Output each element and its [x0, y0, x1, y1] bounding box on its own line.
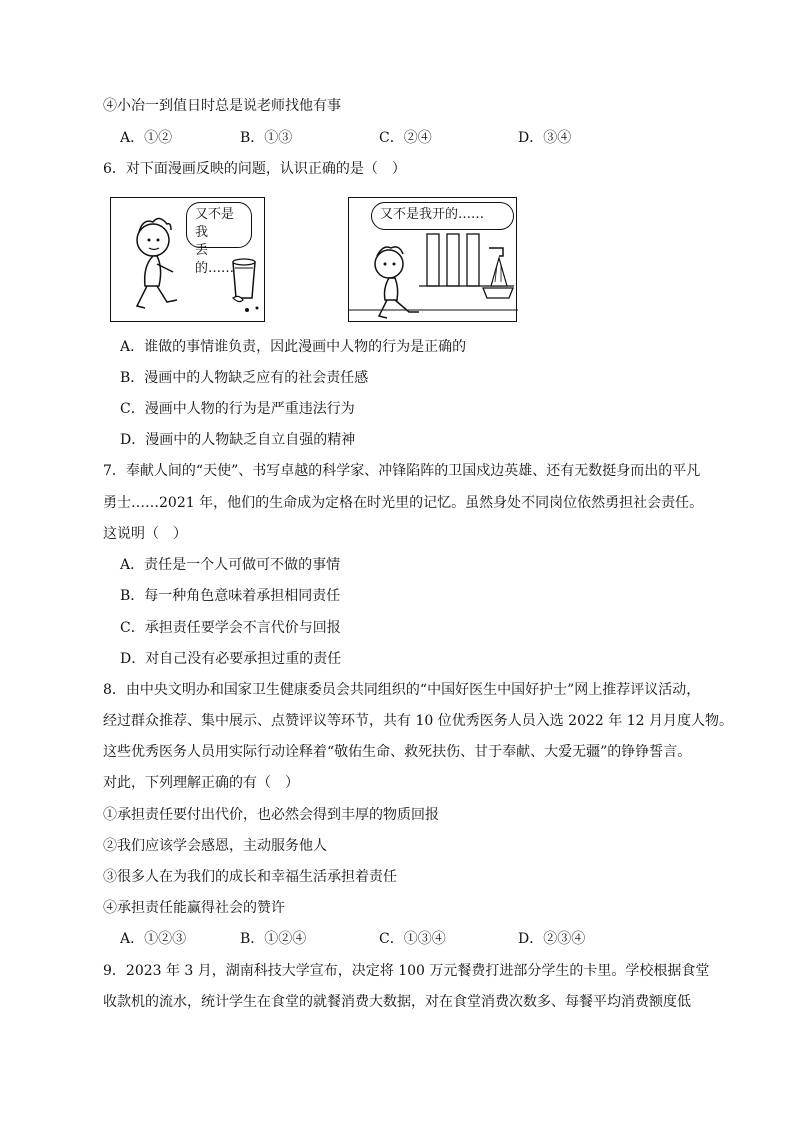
q8-option-b: B．①②④: [240, 931, 307, 947]
q8-item-4: ④承担责任能赢得社会的赞许: [103, 900, 285, 916]
q6-option-c: C．漫画中人物的行为是严重违法行为: [120, 401, 355, 417]
q7-stem-line-2: 勇士……2021 年，他们的生命成为定格在时光里的记忆。虽然身处不同岗位依然勇担社会责任。: [103, 495, 704, 511]
q5-option-d: D．③④: [518, 130, 572, 146]
q8-option-d: D．②③④: [518, 931, 586, 947]
q8-item-1: ①承担责任要付出代价，也必然会得到丰厚的物质回报: [103, 807, 439, 823]
q8-stem-line-4: 对此，下列理解正确的有（ ）: [103, 775, 299, 791]
q6-stem: 6．对下面漫画反映的问题，认识正确的是（ ）: [103, 161, 406, 177]
q7-stem-line-1: 7．奉献人间的“天使”、书写卓越的科学家、冲锋陷阵的卫国戍边英雄、还有无数挺身而出的平凡: [103, 463, 701, 479]
q5-item-4: ④小冶一到值日时总是说老师找他有事: [103, 98, 341, 114]
q5-option-c: C．②④: [379, 130, 432, 146]
q6-option-b: B．漫画中的人物缺乏应有的社会责任感: [120, 370, 369, 386]
q7-option-d: D．对自己没有必要承担过重的责任: [120, 651, 342, 667]
q7-option-c: C．承担责任要学会不言代价与回报: [120, 620, 341, 636]
q8-option-a: A．①②③: [120, 931, 187, 947]
cartoon-litter-bubble-line-1: 又不是我: [195, 207, 235, 240]
q7-option-a: A．责任是一个人可做可不做的事情: [120, 557, 341, 573]
q9-stem-line-2: 收款机的流水，统计学生在食堂的就餐消费大数据，对在食堂消费次数多、每餐平均消费额度低: [103, 994, 691, 1010]
q8-stem-line-2: 经过群众推荐、集中展示、点赞评议等环节，共有 10 位优秀医务人员入选 2022 年 12 月月度人物。: [103, 713, 733, 729]
q5-option-a: A．①②: [120, 130, 173, 146]
q8-item-2: ②我们应该学会感恩，主动服务他人: [103, 838, 327, 854]
q7-stem-line-3: 这说明（ ）: [103, 526, 187, 542]
q8-item-3: ③很多人在为我们的成长和幸福生活承担着责任: [103, 869, 397, 885]
q7-option-b: B．每一种角色意味着承担相同责任: [120, 588, 341, 604]
q8-stem-line-1: 8．由中央文明办和国家卫生健康委员会共同组织的“中国好医生中国好护士”网上推荐评议活动，: [103, 682, 701, 698]
q5-options: [120, 128, 680, 148]
q9-stem-line-1: 9．2023 年 3 月，湖南科技大学宣布，决定将 100 万元餐费打进部分学生的卡里。学校根据食堂: [103, 963, 710, 979]
cartoon-litter-bubble-line-2: 丢的……: [195, 243, 235, 276]
q6-option-a: A．谁做的事情谁负责，因此漫画中人物的行为是正确的: [120, 339, 467, 355]
cartoon-faucet: [348, 197, 517, 322]
q8-options: [120, 929, 680, 949]
q8-stem-line-3: 这些优秀医务人员用实际行动诠释着“敬佑生命、救死扶伤、甘于奉献、大爱无疆”的铮铮誓言。: [103, 744, 692, 760]
cartoon-faucet-bubble: 又不是我开的……: [371, 202, 514, 230]
cartoon-litter: [110, 197, 265, 322]
q6-option-d: D．漫画中的人物缺乏自立自强的精神: [120, 432, 356, 448]
cartoon-litter-bubble: [186, 202, 252, 276]
q5-option-b: B．①③: [240, 130, 293, 146]
q8-option-c: C．①③④: [379, 931, 446, 947]
